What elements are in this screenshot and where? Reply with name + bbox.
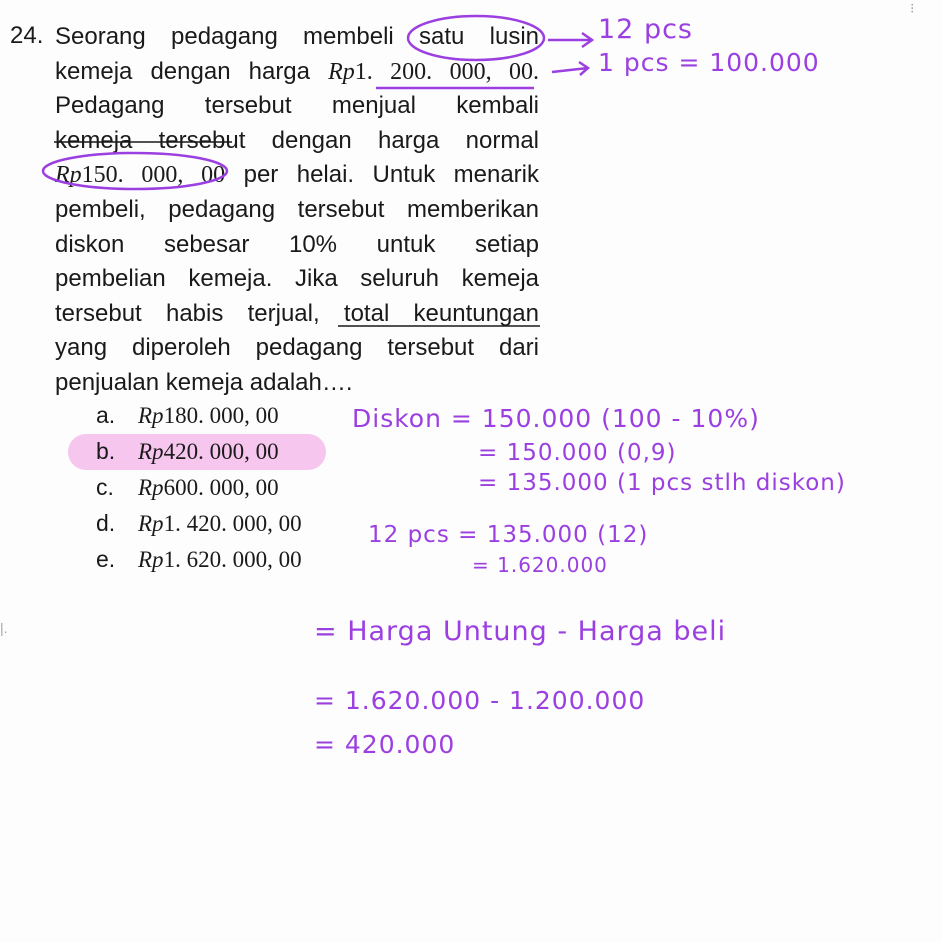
text-run: kemeja dengan harga (55, 57, 329, 85)
currency-prefix: Rp (55, 162, 82, 189)
text-run: Pedagang tersebut menjual kembali (55, 92, 539, 120)
option-value: Rp1. 620. 000, 00 (138, 547, 302, 572)
note-diskon-2: = 150.000 (0,9) (478, 440, 677, 466)
currency-prefix: Rp (328, 58, 355, 85)
text-run: pembeli, pedagang tersebut memberikan (55, 196, 539, 223)
note-1-pcs: 1 pcs = 100.000 (598, 48, 820, 77)
option-label: e. (96, 546, 116, 572)
text-run: diskon sebesar 10% untuk setiap (55, 230, 539, 258)
note-12-pcs: 12 pcs (598, 14, 693, 45)
text-run: penjualan kemeja adalah…. (55, 369, 353, 396)
edge-mark-left: |. (0, 620, 8, 636)
note-diskon-3: = 135.000 (1 pcs stlh diskon) (478, 470, 846, 496)
option-label: d. (96, 510, 116, 536)
note-diskon-1: Diskon = 150.000 (100 - 10%) (352, 404, 760, 433)
text-run: pembelian kemeja. Jika seluruh kemeja (55, 265, 539, 293)
currency-prefix: Rp (138, 475, 164, 500)
note-subtraction: = 1.620.000 - 1.200.000 (314, 686, 646, 715)
edge-mark-top: ⁝ (910, 0, 915, 16)
note-result: = 420.000 (314, 730, 456, 759)
currency-prefix: Rp (138, 511, 164, 536)
text-run: Seorang pedagang membeli (55, 23, 420, 50)
text-run: satu lusin (419, 23, 540, 50)
currency-prefix: Rp (138, 439, 164, 464)
text-run: kemeja tersebut dengan harga normal (55, 126, 539, 154)
note-formula: = Harga Untung - Harga beli (314, 616, 727, 647)
math-amount: Rp150. 000, 00 (55, 162, 226, 189)
option-value: Rp1. 420. 000, 00 (138, 511, 302, 536)
option-label: c. (96, 474, 114, 500)
option-value: Rp600. 000, 00 (138, 475, 279, 500)
math-amount: Rp1. 200. 000, 00. (328, 58, 540, 85)
text-run: tersebut habis terjual, total keuntungan (55, 299, 539, 327)
currency-prefix: Rp (138, 547, 164, 572)
text-run: per helai. Untuk menarik (225, 161, 539, 189)
question-number: 24. (10, 22, 44, 49)
currency-prefix: Rp (138, 403, 164, 428)
text-run: yang diperoleh pedagang tersebut dari (55, 334, 539, 362)
option-label: a. (96, 402, 116, 428)
note-12pcs-total: = 1.620.000 (472, 553, 608, 577)
circle-satu-lusin (408, 16, 544, 60)
circle-price-150 (43, 153, 227, 189)
option-value: Rp180. 000, 00 (138, 403, 279, 428)
option-value: Rp420. 000, 00 (138, 439, 279, 464)
note-12pcs-calc: 12 pcs = 135.000 (12) (368, 522, 649, 548)
option-label: b. (96, 438, 116, 464)
